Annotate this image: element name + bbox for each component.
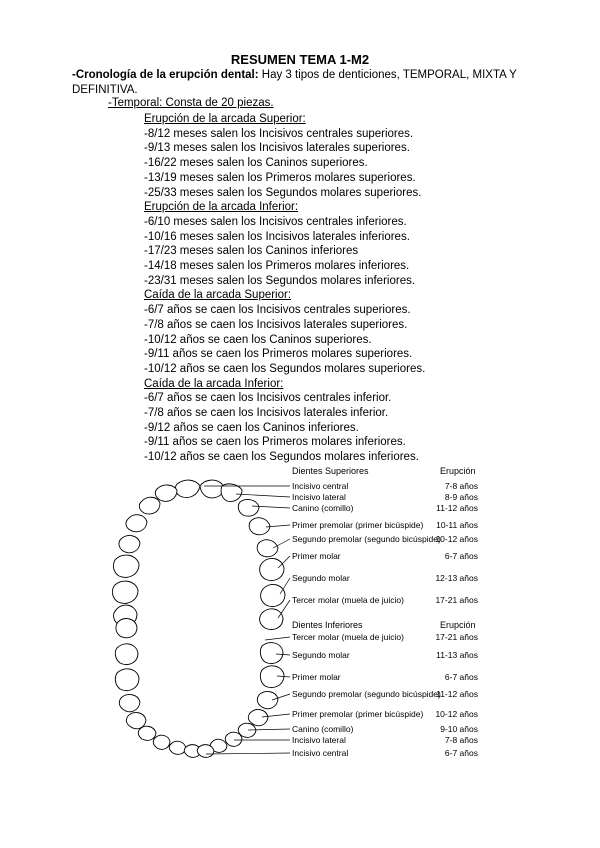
upper-tooth-name: Tercer molar (muela de juicio) (292, 595, 404, 605)
upper-title: Dientes Superiores (292, 466, 369, 476)
section-heading: Caída de la arcada Inferior: (144, 377, 284, 390)
lower-tooth-name: Segundo premolar (segundo bicúspide) (292, 689, 441, 699)
list-item: -9/13 meses salen los Incisivos laterales superiores. (144, 142, 410, 155)
upper-tooth-name: Canino (comillo) (292, 503, 354, 513)
lower-tooth-age: 7-8 años (444, 735, 478, 745)
list-item: -16/22 meses salen los Caninos superiores. (144, 157, 368, 170)
lower-col-header: Erupción (440, 620, 476, 630)
section-heading: Erupción de la arcada Inferior: (144, 201, 299, 214)
lower-tooth-name: Tercer molar (muela de juicio) (292, 632, 404, 642)
intro-text: Hay 3 tipos de denticiones, TEMPORAL, MIXTA Y DEFINITIVA. (72, 69, 517, 96)
section-upper-eruption (144, 112, 425, 200)
list-item: -17/23 meses salen los Caninos inferiores (144, 245, 359, 258)
lower-tooth-name: Primer premolar (primer bicúspide) (292, 709, 424, 719)
list-item: -23/31 meses salen los Segundos molares inferiores. (144, 274, 416, 287)
list-item: -25/33 meses salen los Segundos molares superiores. (144, 186, 422, 199)
upper-tooth-age: 12-13 años (435, 573, 478, 583)
list-item: -7/8 años se caen los Incisivos laterales superiores. (144, 318, 408, 331)
list-item: -14/18 meses salen los Primeros molares inferiores. (144, 260, 410, 273)
dental-chart-figure (100, 462, 490, 772)
upper-tooth-name: Incisivo lateral (292, 492, 346, 502)
list-item: -9/11 años se caen los Primeros molares superiores. (144, 348, 413, 361)
upper-tooth-name: Segundo premolar (segundo bicúspide) (292, 534, 441, 544)
intro-heading: -Cronología de la erupción dental: (72, 69, 259, 81)
upper-tooth-age: 10-12 años (435, 534, 478, 544)
list-item: -10/16 meses salen los Incisivos laterales inferiores. (144, 230, 410, 243)
upper-tooth-age: 6-7 años (444, 551, 478, 561)
lower-tooth-age: 6-7 años (444, 672, 478, 682)
lower-title: Dientes Inferiores (292, 620, 363, 630)
section-heading: Erupción de la arcada Superior: (144, 113, 306, 125)
lower-tooth-name: Incisivo lateral (292, 735, 346, 745)
list-item: -10/12 años se caen los Segundos molares superiores. (144, 362, 426, 375)
upper-tooth-age: 7-8 años (444, 481, 478, 491)
upper-tooth-name: Segundo molar (292, 573, 350, 583)
list-item: -7/8 años se caen los Incisivos laterales inferior. (144, 407, 389, 420)
upper-tooth-name: Primer premolar (primer bicúspide) (292, 520, 424, 530)
lower-tooth-name: Canino (comillo) (292, 724, 354, 734)
document-title: RESUMEN TEMA 1-M2 (230, 52, 370, 67)
list-item: -8/12 meses salen los Incisivos centrales superiores. (144, 127, 414, 140)
lower-tooth-age: 11-12 años (436, 689, 478, 699)
temporal-label: -Temporal: Consta de 20 piezas. (108, 97, 274, 109)
upper-tooth-age: 11-12 años (436, 503, 478, 513)
list-item: -10/12 años se caen los Segundos molares inferiores. (144, 451, 419, 464)
teeth-arch-lower (115, 619, 284, 758)
lower-tooth-age: 11-13 años (436, 650, 478, 660)
lower-tooth-name: Segundo molar (292, 650, 350, 660)
section-upper-loss (144, 288, 425, 376)
section-lower-eruption (144, 200, 425, 288)
upper-tooth-age: 17-21 años (435, 595, 478, 605)
lower-tooth-age: 9-10 años (440, 724, 478, 734)
lower-tooth-age: 17-21 años (435, 632, 478, 642)
lower-tooth-name: Primer molar (292, 672, 341, 682)
lower-tooth-age: 6-7 años (444, 748, 478, 758)
lower-tooth-name: Incisivo central (292, 748, 349, 758)
list-item: -6/7 años se caen los Incisivos centrales inferior. (144, 392, 392, 405)
list-item: -6/10 meses salen los Incisivos centrales inferiores. (144, 215, 407, 228)
list-item: -9/12 años se caen los Caninos inferiores. (144, 421, 359, 434)
figure-labels (292, 466, 478, 758)
section-lower-loss (144, 377, 425, 465)
upper-tooth-name: Primer molar (292, 551, 341, 561)
eruption-sections (144, 112, 425, 465)
upper-col-header: Erupción (440, 466, 476, 476)
upper-tooth-age: 8-9 años (444, 492, 478, 502)
list-item: -10/12 años se caen los Caninos superiores. (144, 333, 372, 346)
list-item: -13/19 meses salen los Primeros molares superiores. (144, 171, 416, 184)
teeth-arch-upper (112, 480, 285, 629)
intro-paragraph (72, 68, 542, 97)
list-item: -9/11 años se caen los Primeros molares inferiores. (144, 436, 406, 449)
section-heading: Caída de la arcada Superior: (144, 289, 292, 302)
upper-tooth-name: Incisivo central (292, 481, 349, 491)
list-item: -6/7 años se caen los Incisivos centrales superiores. (144, 304, 411, 317)
upper-tooth-age: 10-11 años (436, 520, 478, 530)
lower-tooth-age: 10-12 años (435, 709, 478, 719)
